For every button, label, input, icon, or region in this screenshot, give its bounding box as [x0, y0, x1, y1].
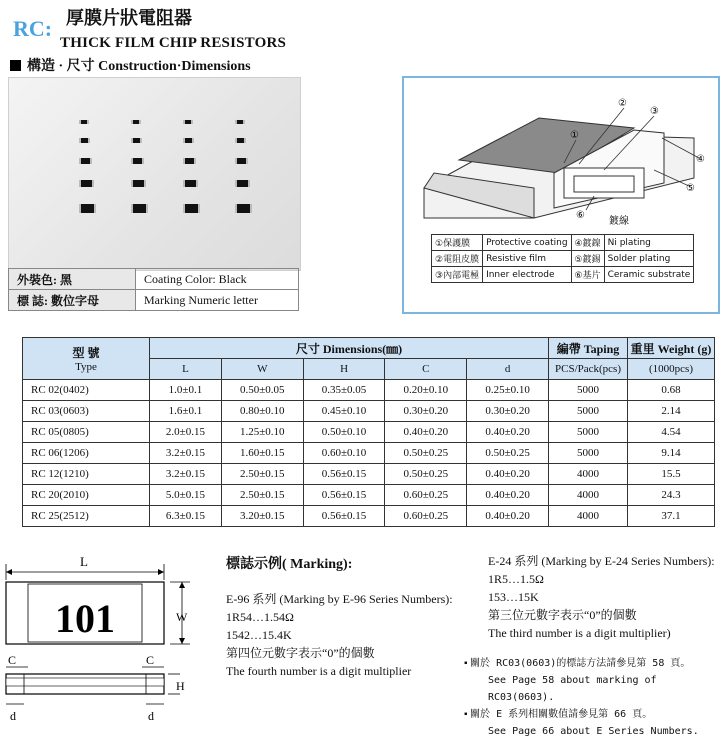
type-header — [23, 338, 150, 380]
legend-row — [432, 251, 694, 267]
dim-label-d-right: d — [148, 709, 154, 723]
value-cell: 5000 — [549, 380, 628, 401]
dim-label-C-left: C — [8, 653, 17, 667]
value-cell: 3.2±0.15 — [150, 464, 222, 485]
value-cell: 0.50±0.25 — [385, 443, 467, 464]
resistor-chip-image — [131, 204, 148, 213]
col-header: (1000pcs) — [628, 359, 715, 380]
resistor-chip-image — [183, 158, 196, 164]
value-cell: 37.1 — [628, 506, 715, 527]
section-heading-text: 構造 · 尺寸 Construction·Dimensions — [27, 59, 251, 74]
plating-label: 鍍線 — [609, 216, 629, 227]
value-cell: 3.20±0.15 — [221, 506, 303, 527]
value-cell: 0.60±0.25 — [385, 485, 467, 506]
value-cell: 9.14 — [628, 443, 715, 464]
note-1-zh: 關於 RC03(0603)的標誌方法請參見第 58 頁。 — [470, 658, 691, 669]
legend-cell: ④鍍鎳 — [571, 235, 604, 251]
callout-2: ② — [618, 98, 627, 109]
value-cell: 1.25±0.10 — [221, 422, 303, 443]
resistor-chip-image — [79, 138, 90, 143]
resistor-cross-section — [404, 78, 718, 228]
info-label: 外裝色: 黑 — [9, 269, 136, 290]
value-cell: 15.5 — [628, 464, 715, 485]
e96-rule-en: The fourth number is a digit multiplier — [226, 664, 412, 678]
value-cell: 0.30±0.20 — [467, 401, 549, 422]
value-cell: 0.25±0.10 — [467, 380, 549, 401]
info-label: 標 誌: 數位字母 — [9, 290, 136, 311]
resistor-chip-image — [183, 138, 194, 143]
value-cell: 0.60±0.25 — [385, 506, 467, 527]
value-cell: 0.40±0.20 — [467, 506, 549, 527]
value-cell: 0.45±0.10 — [303, 401, 385, 422]
resistor-chip-image — [235, 158, 248, 164]
bullet-icon: ▪ — [464, 709, 471, 720]
legend-row — [432, 235, 694, 251]
note-2-zh: 關於 E 系列相關數值請參見第 66 頁。 — [470, 709, 653, 720]
value-cell: 5000 — [549, 401, 628, 422]
value-cell: 0.68 — [628, 380, 715, 401]
value-cell: 0.50±0.10 — [303, 422, 385, 443]
dimensions-header: 尺寸 Dimensions(㎜) — [150, 338, 549, 359]
col-header: PCS/Pack(pcs) — [549, 359, 628, 380]
legend-cell: ①保護膜 — [432, 235, 483, 251]
legend-cell: Ni plating — [604, 235, 694, 251]
value-cell: 0.40±0.20 — [467, 464, 549, 485]
e96-example: 1542…15.4K — [226, 628, 292, 642]
title-chinese: 厚膜片狀電阻器 — [66, 8, 192, 28]
callout-1: ① — [570, 130, 579, 141]
product-code: RC: — [13, 16, 53, 41]
value-cell: 0.30±0.20 — [385, 401, 467, 422]
value-cell: 2.50±0.15 — [221, 485, 303, 506]
resistor-chip-image — [235, 120, 245, 124]
resistor-chip-image — [131, 138, 142, 143]
table-row — [23, 464, 715, 485]
legend-table — [431, 234, 694, 283]
note-1 — [464, 655, 726, 672]
value-cell: 5000 — [549, 443, 628, 464]
legend-cell: Resistive film — [483, 251, 571, 267]
resistor-chip-image — [79, 180, 94, 187]
legend-cell: ③內部電極 — [432, 267, 483, 283]
value-cell: 0.56±0.15 — [303, 485, 385, 506]
callout-4: ④ — [696, 154, 705, 165]
taping-header: 編帶 Taping — [549, 338, 628, 359]
col-header: H — [303, 359, 385, 380]
type-cell: RC 06(1206) — [23, 443, 150, 464]
legend-cell: ⑤鍍錫 — [571, 251, 604, 267]
legend-cell: Protective coating — [483, 235, 571, 251]
bullet-icon: ▪ — [464, 658, 471, 669]
resistor-chip-image — [183, 180, 198, 187]
value-cell: 0.56±0.15 — [303, 464, 385, 485]
legend-row — [432, 267, 694, 283]
value-cell: 0.20±0.10 — [385, 380, 467, 401]
type-cell: RC 12(1210) — [23, 464, 150, 485]
value-cell: 0.56±0.15 — [303, 506, 385, 527]
resistor-chip-image — [131, 180, 146, 187]
value-cell: 1.6±0.1 — [150, 401, 222, 422]
col-header: L — [150, 359, 222, 380]
type-header-zh: 型 號 — [72, 346, 100, 360]
callout-5: ⑤ — [686, 183, 695, 194]
marking-101: 101 — [55, 596, 115, 641]
value-cell: 5.0±0.15 — [150, 485, 222, 506]
table-row — [23, 401, 715, 422]
coating-info-table — [8, 268, 299, 311]
value-cell: 0.60±0.10 — [303, 443, 385, 464]
table-row — [23, 443, 715, 464]
e96-title: E-96 系列 (Marking by E-96 Series Numbers): — [226, 592, 453, 606]
resistor-chip-image — [79, 120, 89, 124]
dim-label-L: L — [80, 554, 88, 569]
type-cell: RC 03(0603) — [23, 401, 150, 422]
value-cell: 1.0±0.1 — [150, 380, 222, 401]
e24-example: 1R5…1.5Ω — [488, 572, 544, 586]
e24-title: E-24 系列 (Marking by E-24 Series Numbers): — [488, 554, 715, 568]
table-row — [23, 380, 715, 401]
title-english: THICK FILM CHIP RESISTORS — [60, 35, 287, 51]
value-cell: 4000 — [549, 506, 628, 527]
note-2 — [464, 706, 726, 723]
type-header-en: Type — [75, 361, 97, 373]
header-row — [23, 338, 715, 359]
type-cell: RC 25(2512) — [23, 506, 150, 527]
resistor-chip-image — [183, 120, 193, 124]
e24-rule-zh: 第三位元數字表示“0”的個數 — [488, 608, 637, 622]
value-cell: 0.50±0.25 — [385, 464, 467, 485]
callout-3: ③ — [650, 106, 659, 117]
value-cell: 4000 — [549, 485, 628, 506]
type-cell: RC 02(0402) — [23, 380, 150, 401]
e96-block — [226, 590, 453, 680]
e24-block — [488, 552, 715, 642]
type-cell: RC 20(2010) — [23, 485, 150, 506]
col-header: W — [221, 359, 303, 380]
construction-diagram — [402, 76, 720, 314]
dimensions-table — [22, 337, 715, 527]
value-cell: 4.54 — [628, 422, 715, 443]
value-cell: 0.35±0.05 — [303, 380, 385, 401]
dim-label-H: H — [176, 679, 185, 693]
info-value: Coating Color: Black — [136, 269, 299, 290]
table-row — [23, 506, 715, 527]
value-cell: 5000 — [549, 422, 628, 443]
marking-title: 標誌示例( Marking): — [226, 557, 353, 572]
resistor-chip-image — [131, 120, 141, 124]
section-heading — [10, 55, 251, 75]
table-row — [23, 422, 715, 443]
value-cell: 4000 — [549, 464, 628, 485]
dim-label-W: W — [176, 610, 188, 624]
legend-cell: ②電阻皮膜 — [432, 251, 483, 267]
value-cell: 24.3 — [628, 485, 715, 506]
legend-cell: Ceramic substrate — [604, 267, 694, 283]
value-cell: 0.40±0.20 — [467, 485, 549, 506]
value-cell: 0.40±0.20 — [385, 422, 467, 443]
weight-header: 重里 Weight (g) — [628, 338, 715, 359]
info-value: Marking Numeric letter — [136, 290, 299, 311]
value-cell: 6.3±0.15 — [150, 506, 222, 527]
value-cell: 0.80±0.10 — [221, 401, 303, 422]
e96-example: 1R54…1.54Ω — [226, 610, 294, 624]
resistor-chip-image — [79, 158, 92, 164]
value-cell: 2.14 — [628, 401, 715, 422]
type-cell: RC 05(0805) — [23, 422, 150, 443]
notes — [464, 655, 726, 740]
value-cell: 2.50±0.15 — [221, 464, 303, 485]
col-header: C — [385, 359, 467, 380]
resistor-chip-image — [131, 158, 144, 164]
legend-cell: ⑥基片 — [571, 267, 604, 283]
resistor-chip-image — [183, 204, 200, 213]
dim-label-C-right: C — [146, 653, 155, 667]
square-bullet-icon — [10, 60, 21, 71]
value-cell: 0.50±0.25 — [467, 443, 549, 464]
e96-rule-zh: 第四位元數字表示“0”的個數 — [226, 646, 375, 660]
chip-photo — [8, 77, 301, 271]
info-row — [9, 269, 299, 290]
value-cell: 3.2±0.15 — [150, 443, 222, 464]
e24-example: 153…15K — [488, 590, 539, 604]
dim-label-d-left: d — [10, 709, 16, 723]
value-cell: 2.0±0.15 — [150, 422, 222, 443]
table-row — [23, 485, 715, 506]
resistor-chip-image — [235, 204, 252, 213]
resistor-chip-image — [235, 138, 246, 143]
resistor-chip-image — [79, 204, 96, 213]
resistor-chip-image — [235, 180, 250, 187]
note-2-en: See Page 66 about E Series Numbers. — [488, 726, 699, 737]
legend-cell: Inner electrode — [483, 267, 571, 283]
callout-6: ⑥ — [576, 210, 585, 221]
value-cell: 0.50±0.05 — [221, 380, 303, 401]
note-1-en: See Page 58 about marking of RC03(0603). — [488, 675, 657, 703]
value-cell: 1.60±0.15 — [221, 443, 303, 464]
legend-cell: Solder plating — [604, 251, 694, 267]
dimension-drawing — [0, 550, 200, 734]
info-row — [9, 290, 299, 311]
col-header: d — [467, 359, 549, 380]
value-cell: 0.40±0.20 — [467, 422, 549, 443]
e24-rule-en: The third number is a digit multiplier) — [488, 626, 671, 640]
